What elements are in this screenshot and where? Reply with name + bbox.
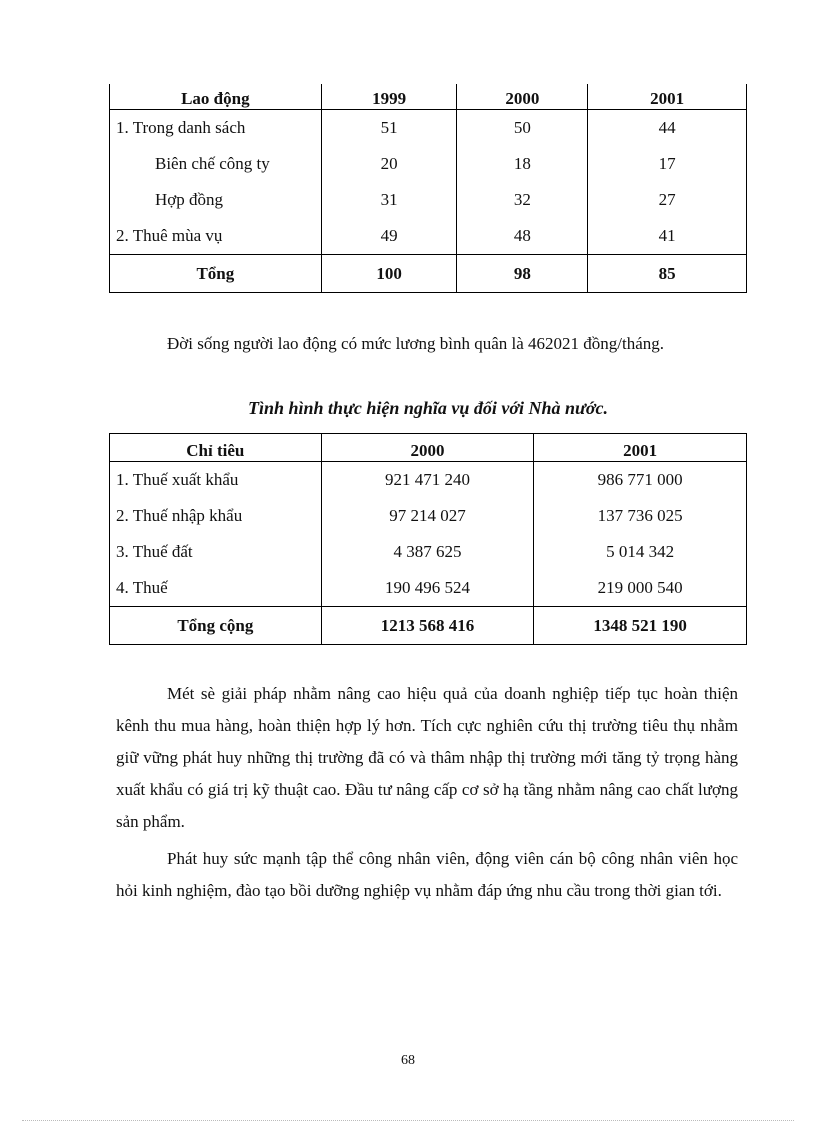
row-label: 2. Thuế nhập khẩu: [110, 498, 322, 534]
tax-table: [109, 433, 747, 645]
row-label: Hợp đồng: [110, 182, 322, 218]
cell: 4 387 625: [321, 534, 534, 570]
table-row: [110, 570, 747, 607]
table-row: [110, 146, 747, 182]
table-row: [110, 110, 747, 147]
cell: 17: [588, 146, 747, 182]
labor-table-header: [110, 84, 747, 110]
cell: 137 736 025: [534, 498, 747, 534]
table-row: [110, 182, 747, 218]
cell: 921 471 240: [321, 462, 534, 499]
cell: 5 014 342: [534, 534, 747, 570]
header-cell: 2001: [534, 434, 747, 462]
total-label: Tổng: [110, 255, 322, 293]
tax-table-caption: Tình hình thực hiện nghĩa vụ đối với Nhà nước.: [248, 398, 608, 418]
header-cell: 1999: [321, 84, 457, 110]
table-row: [110, 534, 747, 570]
row-label: 3. Thuế đất: [110, 534, 322, 570]
cell: 31: [321, 182, 457, 218]
workforce-paragraph: Phát huy sức mạnh tập thể công nhân viên, động viên cán bộ công nhân viên học hỏi kinh nghiệm, đào tạo bồi dưỡng nghiệp vụ nhằm đáp ứng nhu cầu trong thời gian tới.: [116, 849, 738, 900]
row-label: 1. Trong danh sách: [110, 110, 322, 147]
page-number: 68: [401, 1053, 415, 1068]
row-label: 1. Thuế xuất khẩu: [110, 462, 322, 499]
table-row: [110, 462, 747, 499]
table-row: [110, 218, 747, 255]
header-cell: 2000: [321, 434, 534, 462]
cell: 41: [588, 218, 747, 255]
cell: 219 000 540: [534, 570, 747, 607]
total-label: Tổng cộng: [110, 607, 322, 645]
cell: 27: [588, 182, 747, 218]
total-row: [110, 255, 747, 293]
page-bottom-divider: [22, 1120, 794, 1121]
cell: 18: [457, 146, 588, 182]
total-cell: 1348 521 190: [534, 607, 747, 645]
row-label: 4. Thuế: [110, 570, 322, 607]
salary-paragraph: Đời sống người lao động có mức lương bình quân là 462021 đồng/tháng.: [167, 334, 665, 353]
total-cell: 85: [588, 255, 747, 293]
cell: 44: [588, 110, 747, 147]
total-cell: 1213 568 416: [321, 607, 534, 645]
table-row: [110, 498, 747, 534]
header-cell: Lao động: [110, 84, 322, 110]
cell: 97 214 027: [321, 498, 534, 534]
header-cell: 2001: [588, 84, 747, 110]
cell: 32: [457, 182, 588, 218]
cell: 49: [321, 218, 457, 255]
cell: 51: [321, 110, 457, 147]
tax-table-header: [110, 434, 747, 462]
total-row: [110, 607, 747, 645]
header-cell: Chỉ tiêu: [110, 434, 322, 462]
labor-table: [109, 84, 747, 293]
cell: 50: [457, 110, 588, 147]
total-cell: 98: [457, 255, 588, 293]
total-cell: 100: [321, 255, 457, 293]
cell: 190 496 524: [321, 570, 534, 607]
cell: 20: [321, 146, 457, 182]
row-label: Biên chế công ty: [110, 146, 322, 182]
header-cell: 2000: [457, 84, 588, 110]
cell: 48: [457, 218, 588, 255]
cell: 986 771 000: [534, 462, 747, 499]
solutions-paragraph: Mét sè giải pháp nhằm nâng cao hiệu quả của doanh nghiệp tiếp tục hoàn thiện kênh thu mua hàng, hoàn thiện hợp lý hơn. Tích cực nghiên cứu thị trường tiêu thụ nhằm giữ vững phát huy những thị trường đã có và thâm nhập thị trường mới tăng tỷ trọng hàng xuất khẩu có giá trị kỹ thuật cao. Đầu tư nâng cấp cơ sở hạ tầng nhằm nâng cao chất lượng sản phẩm.: [116, 684, 738, 831]
row-label: 2. Thuê mùa vụ: [110, 218, 322, 255]
